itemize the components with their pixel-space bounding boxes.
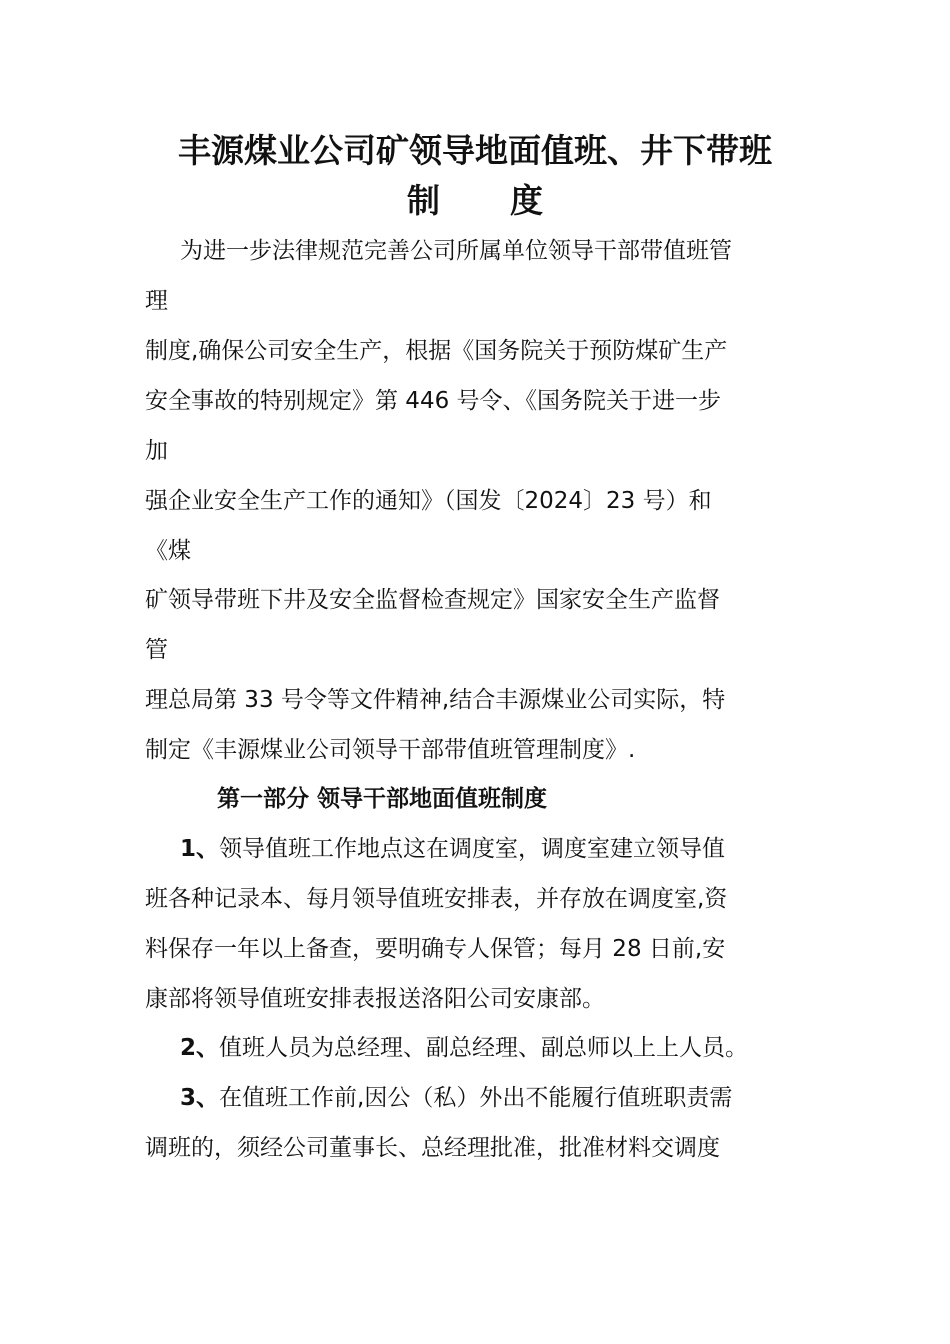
item2-line xyxy=(180,1033,748,1063)
intro-line: 《煤 xyxy=(145,538,191,564)
intro-line: 理总局第 33 号令等文件精神,结合丰源煤业公司实际，特 xyxy=(145,687,726,713)
item3-line xyxy=(180,1083,732,1113)
intro-line: 理 xyxy=(145,288,168,314)
intro-line: 制度,确保公司安全生产，根据《国务院关于预防煤矿生产 xyxy=(145,338,728,364)
intro-line: 管 xyxy=(145,637,168,663)
intro-line: 加 xyxy=(145,438,168,464)
title-char-zhi: 制 xyxy=(407,181,440,220)
item3-number: 3、 xyxy=(180,1085,220,1111)
intro-line: 安全事故的特别规定》第 446 号令、《国务院关于进一步 xyxy=(145,388,722,414)
item3-text: 在值班工作前,因公（私）外出不能履行值班职责需 xyxy=(219,1085,733,1111)
item1-line: 班各种记录本、每月领导值班安排表，并存放在调度室,资 xyxy=(145,886,728,912)
item2-number: 2、 xyxy=(180,1035,220,1061)
document-title-line2 xyxy=(0,181,950,221)
section-heading: 第一部分 领导干部地面值班制度 xyxy=(217,786,548,812)
intro-line: 强企业安全生产工作的通知》（国发〔2024〕23 号）和 xyxy=(145,488,712,514)
intro-line: 制定《丰源煤业公司领导干部带值班管理制度》. xyxy=(145,737,636,763)
item1-number: 1、 xyxy=(180,836,220,862)
intro-line: 矿领导带班下井及安全监督检查规定》国家安全生产监督 xyxy=(145,587,720,613)
item1-line: 料保存一年以上备查，要明确专人保管；每月 28 日前,安 xyxy=(145,936,726,962)
document-title-line1: 丰源煤业公司矿领导地面值班、井下带班 xyxy=(178,131,772,170)
item1-line: 康部将领导值班安排表报送洛阳公司安康部。 xyxy=(145,986,605,1012)
title-char-du: 度 xyxy=(510,181,543,220)
item3-line: 调班的，须经公司董事长、总经理批准，批准材料交调度 xyxy=(145,1135,720,1161)
item1-line xyxy=(180,834,725,864)
item2-text: 值班人员为总经理、副总经理、副总师以上上人员。 xyxy=(219,1035,749,1061)
item1-text: 领导值班工作地点这在调度室，调度室建立领导值 xyxy=(219,836,726,862)
intro-line: 为进一步法律规范完善公司所属单位领导干部带值班管 xyxy=(180,238,732,264)
